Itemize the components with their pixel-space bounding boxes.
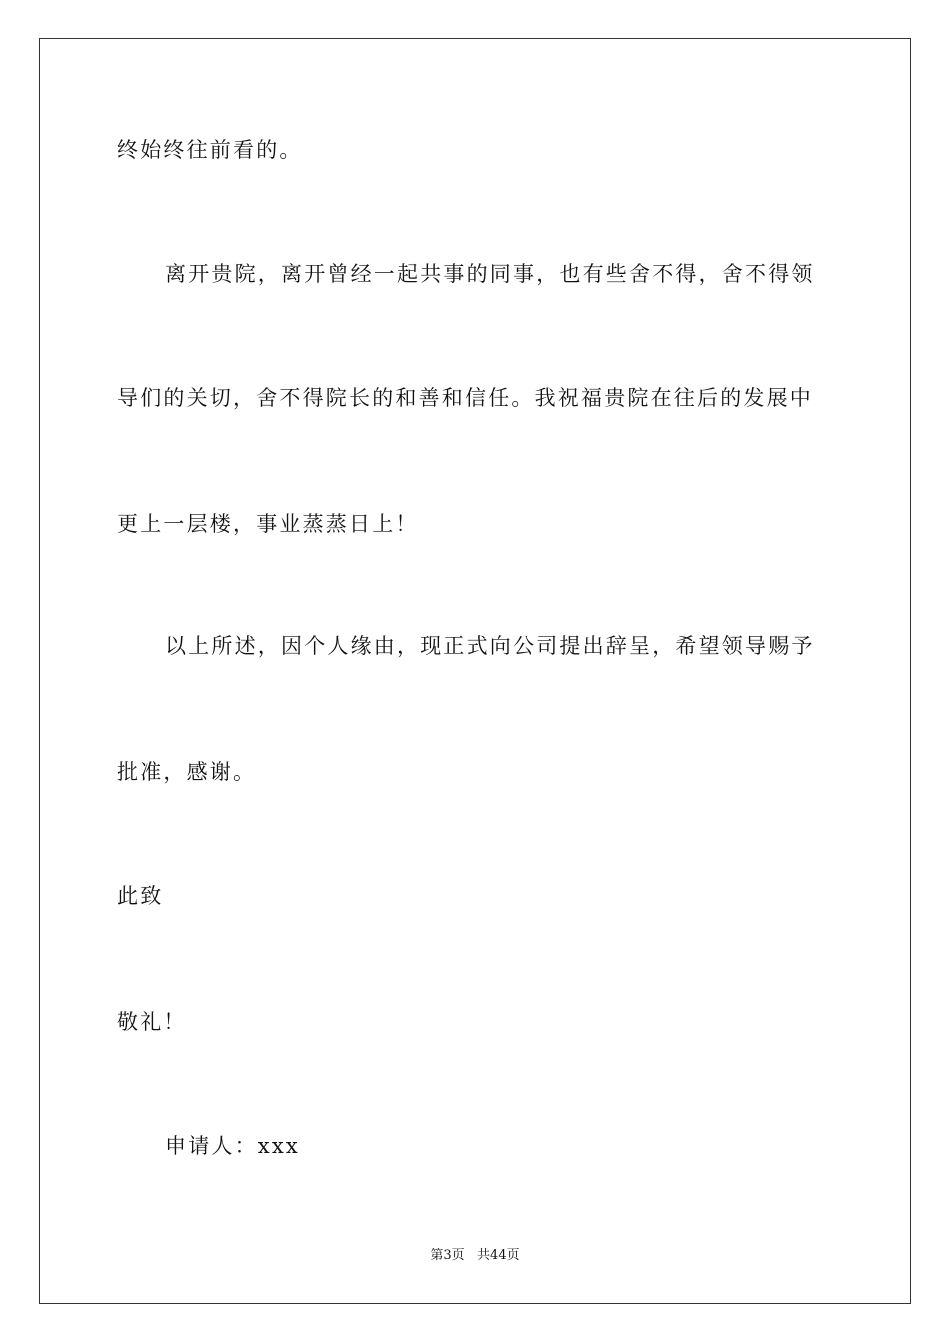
closing-salutation: 此致 bbox=[117, 884, 164, 908]
body-line-2: 离开贵院，离开曾经一起共事的同事，也有些舍不得，舍不得领 bbox=[165, 262, 815, 286]
page-footer: 第3页 共44页 bbox=[430, 1248, 520, 1263]
body-line-5: 以上所述，因个人缘由，现正式向公司提出辞呈，希望领导赐予 bbox=[165, 634, 815, 658]
applicant-signature: 申请人：xxx bbox=[165, 1134, 300, 1158]
closing-regards: 敬礼！ bbox=[117, 1010, 187, 1034]
body-line-4: 更上一层楼，事业蒸蒸日上！ bbox=[117, 512, 419, 536]
page-frame bbox=[39, 38, 911, 1304]
body-line-1: 终始终往前看的。 bbox=[117, 138, 303, 162]
body-line-3: 导们的关切，舍不得院长的和善和信任。我祝福贵院在往后的发展中 bbox=[117, 386, 813, 410]
body-line-6: 批准，感谢。 bbox=[117, 760, 257, 784]
